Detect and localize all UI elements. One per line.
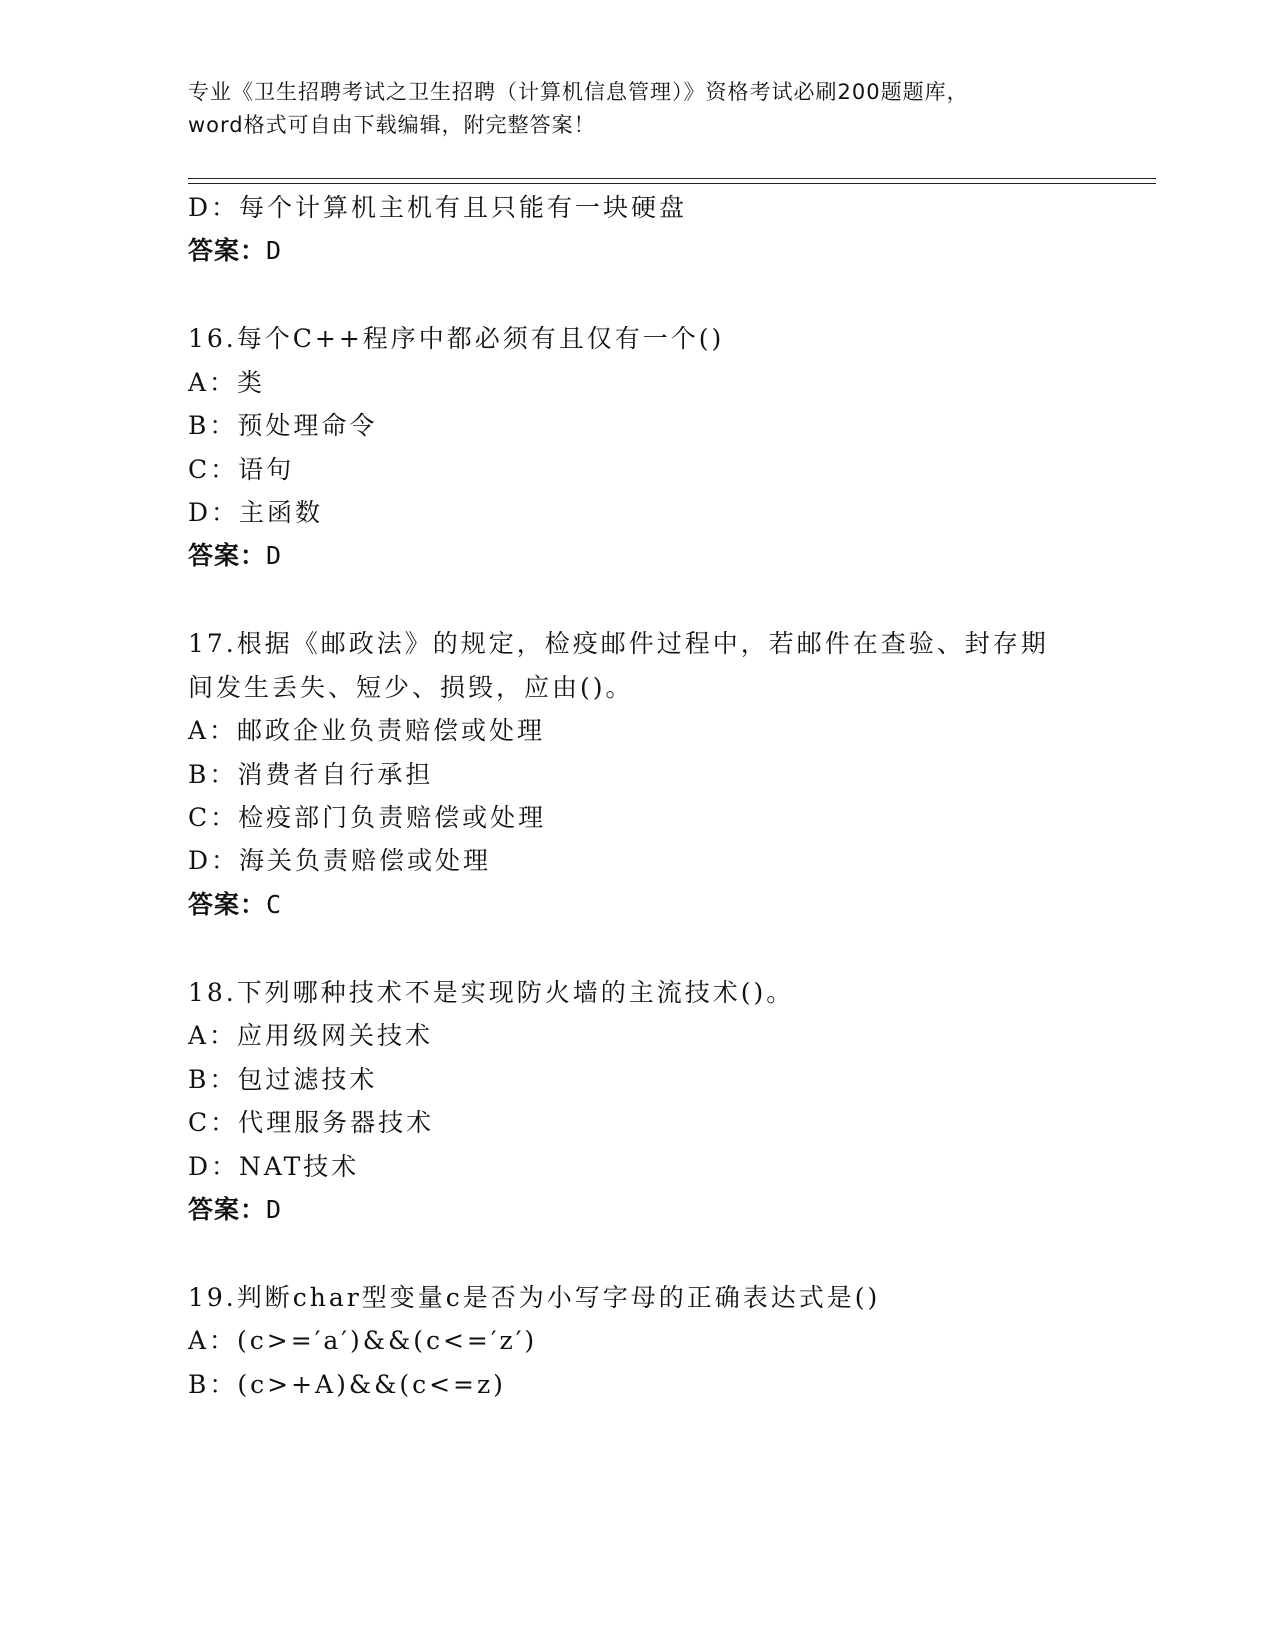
document-header [188,76,1108,142]
question-19-stem: 19.判断char型变量c是否为小写字母的正确表达式是() [188,1283,881,1312]
answer-value: C [266,890,283,919]
question-16-option-b: B：预处理命令 [188,411,378,440]
header-divider-top [188,178,1156,179]
header-line-1: 专业《卫生招聘考试之卫生招聘（计算机信息管理）》资格考试必刷200题题库， [188,80,969,104]
question-17-stem-line-2: 间发生丢失、短少、损毁，应由()。 [188,673,634,702]
question-17-option-b: B：消费者自行承担 [188,760,434,789]
answer-label: 答案： [188,541,267,570]
header-divider-bottom [188,183,1156,184]
question-18-option-b: B：包过滤技术 [188,1065,378,1094]
question-18-answer [188,1195,282,1225]
question-19-option-b: B：(c>+A)&&(c<=z) [188,1370,506,1399]
question-16-stem: 16.每个C++程序中都必须有且仅有一个() [188,324,725,353]
question-17-answer [188,890,282,920]
question-17-stem-line-1: 17.根据《邮政法》的规定，检疫邮件过程中，若邮件在查验、封存期 [188,629,1049,658]
question-18-stem: 18.下列哪种技术不是实现防火墙的主流技术()。 [188,978,795,1007]
question-16-option-c: C：语句 [188,455,295,484]
answer-value: D [266,1195,283,1224]
answer-value: D [266,541,283,570]
answer-label: 答案： [188,1195,267,1224]
question-17-option-c: C：检疫部门负责赔偿或处理 [188,803,547,832]
answer-label: 答案： [188,236,267,265]
prev-answer [188,236,282,266]
question-19-option-a: A：(c>=′a′)&&(c<=′z′) [188,1326,538,1355]
answer-value: D [266,236,283,265]
question-18-option-c: C：代理服务器技术 [188,1108,435,1137]
question-18-option-a: A：应用级网关技术 [188,1021,434,1050]
prev-option-d: D：每个计算机主机有且只能有一块硬盘 [188,193,688,222]
question-16-option-d: D：主函数 [188,498,324,527]
question-18-option-d: D：NAT技术 [188,1152,360,1181]
question-17-option-a: A：邮政企业负责赔偿或处理 [188,716,546,745]
question-16-answer [188,541,282,571]
header-line-2: word格式可自由下载编辑，附完整答案！ [188,113,596,137]
answer-label: 答案： [188,890,267,919]
question-16-option-a: A：类 [188,368,266,397]
question-17-option-d: D：海关负责赔偿或处理 [188,846,492,875]
